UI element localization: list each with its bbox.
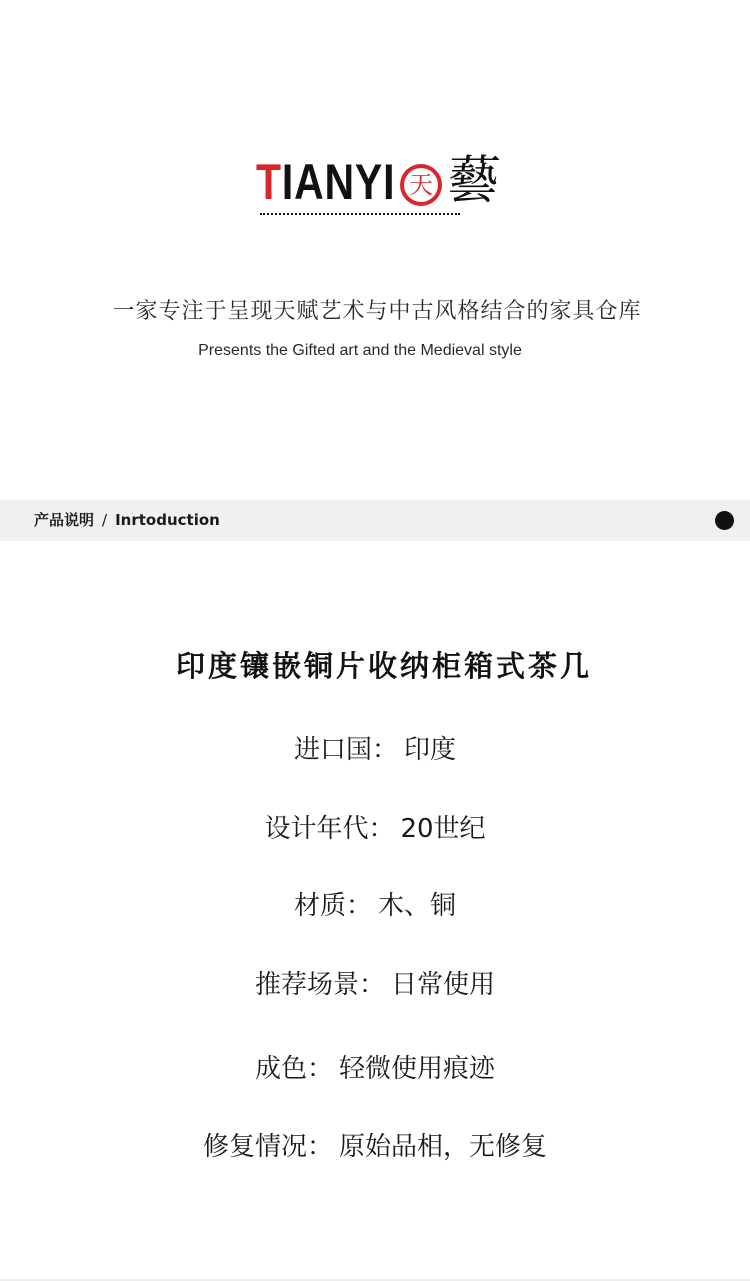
section-title-separator: / [102,511,108,529]
spec-colon: ： [306,1132,333,1162]
bullet-dot-icon [715,511,734,530]
spec-label: 进口国 [293,735,372,765]
spec-value: 木、铜 [378,891,457,921]
spec-condition [0,1051,750,1087]
logo-seal-icon [400,164,442,206]
product-title: 印度镶嵌铜片收纳柜箱式茶几 [175,649,592,683]
brand-logo [256,148,503,220]
spec-value: 日常使用 [391,970,496,1000]
spec-label: 推荐场景 [254,970,359,1000]
logo-seal-char: 天 [404,168,438,202]
spec-colon: ： [368,814,395,844]
logo-initial: T [256,154,282,210]
logo-dotted-underline [260,213,460,215]
logo-wordmark [256,154,395,210]
section-header-bar [0,500,750,541]
spec-recommended-scene [0,967,750,1003]
spec-material [0,888,750,924]
logo-rest: IANYI [281,154,396,210]
spec-restoration [0,1129,750,1165]
spec-colon: ： [345,891,372,921]
spec-label: 材质 [293,891,346,921]
spec-colon: ： [306,1054,333,1084]
slogan-chinese: 一家专注于呈现天赋艺术与中古风格结合的家具仓库 [112,299,642,324]
spec-value: 原始品相，无修复 [339,1132,548,1162]
spec-value: 印度 [404,735,457,765]
spec-origin-country [0,732,750,768]
section-title [34,500,220,541]
spec-design-era [0,811,750,847]
spec-colon: ： [371,735,398,765]
spec-colon: ： [358,970,385,1000]
logo-calligraphy-char: 藝 [443,151,503,211]
spec-value: 轻微使用痕迹 [339,1054,496,1084]
spec-label: 设计年代 [264,814,369,844]
section-title-en: Inrtoduction [115,511,220,529]
spec-label: 成色 [254,1054,307,1084]
section-title-cn: 产品说明 [34,511,95,529]
spec-value: 20世纪 [400,814,486,844]
slogan-english: Presents the Gifted art and the Medieval style [198,342,522,359]
spec-label: 修复情况 [202,1132,307,1162]
